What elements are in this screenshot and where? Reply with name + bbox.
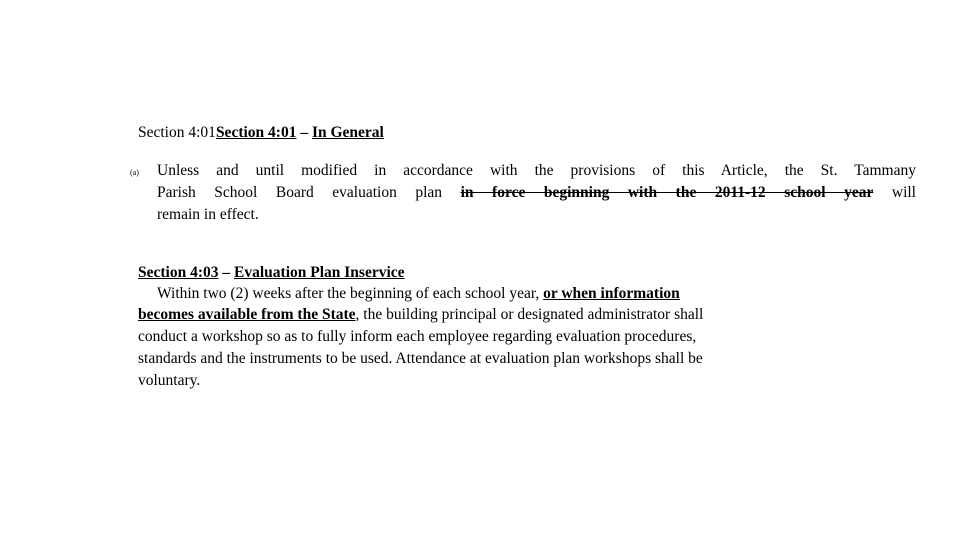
- section-4-03-line-1-text: Within two (2) weeks after the beginning of each school year,: [157, 285, 544, 302]
- section-4-01-title: Section 4:01: [215, 124, 297, 141]
- item-a-line-3: remain in effect.: [157, 206, 259, 223]
- section-4-03-line-5: voluntary.: [138, 372, 201, 389]
- section-4-01-dash: –: [296, 124, 312, 141]
- section-4-01-plain-label: Section 4:01: [138, 124, 216, 141]
- item-a-marker: (a): [130, 168, 139, 177]
- section-4-03-line-4: standards and the instruments to be used. Attendance at evaluation plan workshops shall be: [138, 350, 703, 367]
- item-a-line-2: [157, 182, 916, 204]
- section-4-01-subtitle: In General: [311, 124, 384, 141]
- section-4-03-line-3: conduct a workshop so as to fully inform each employee regarding evaluation procedures,: [138, 328, 697, 345]
- item-a-line-2-end: will: [873, 184, 916, 201]
- section-4-03-heading: [138, 263, 405, 283]
- item-a-line-2-text: Parish School Board evaluation plan: [157, 184, 461, 201]
- section-4-03-line-2: [138, 304, 703, 326]
- section-4-03-line-2-text: , the building principal or designated administrator shall: [355, 306, 704, 323]
- section-4-03-subtitle: Evaluation Plan Inservice: [234, 264, 405, 281]
- section-4-03-line-1: [157, 283, 680, 305]
- section-4-03-title: Section 4:03: [138, 264, 219, 281]
- item-a-line-1: [157, 160, 916, 182]
- section-4-01-heading: [138, 123, 384, 143]
- section-4-03-dash: –: [218, 264, 235, 281]
- item-a-deleted-text: in force beginning with the 2011-12 school year: [460, 184, 874, 201]
- section-4-03-added-text-1: or when information: [543, 285, 680, 302]
- item-a-line-1-text: Unless and until modified in accordance with the provisions of this Article, the St. Tammany: [157, 162, 916, 179]
- section-4-03-added-text-2: becomes available from the State: [138, 306, 356, 323]
